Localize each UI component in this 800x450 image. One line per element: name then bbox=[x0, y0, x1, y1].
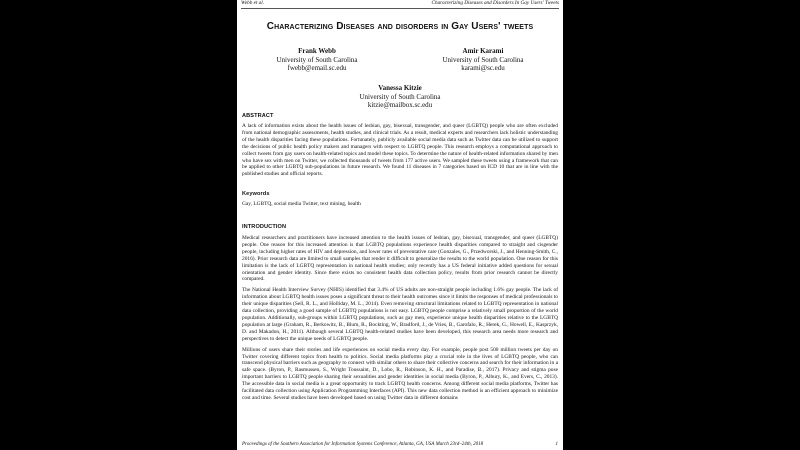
author-email: fwebb@email.sc.edu bbox=[287, 64, 347, 72]
author-name: Amir Karami bbox=[462, 47, 504, 55]
introduction-text bbox=[242, 235, 558, 434]
keywords-text bbox=[242, 201, 558, 208]
paper-page bbox=[237, 0, 563, 450]
author-affiliation: University of South Carolina bbox=[442, 55, 524, 64]
footer-citation: Proceedings of the Southern Association for Information Systems Conference, Atlanta, GA, USA March 23rd–24th, 2018 bbox=[242, 442, 484, 447]
author-block bbox=[337, 84, 463, 110]
keywords-paragraph: Gay, LGBTQ, social media Twitter, text mining, health bbox=[242, 201, 361, 207]
author-block bbox=[257, 47, 377, 73]
author-email: karami@sc.edu bbox=[461, 64, 505, 72]
author-name: Vanessa Kitzie bbox=[378, 84, 422, 92]
abstract-text bbox=[242, 123, 558, 178]
author-email: kitzie@mailbox.sc.edu bbox=[367, 101, 433, 109]
author-affiliation: University of South Carolina bbox=[359, 92, 441, 101]
page-number: 1 bbox=[555, 442, 558, 447]
paper-title: Characterizing Diseases and disorders in Gay Users' tweets bbox=[266, 21, 534, 32]
intro-paragraph-3: Millions of users share their stories and life experiences on social media every day. For example, people post 500 million tweets per day on Twitter covering different topics from health to politics. Social media platforms play a crucial role in the lives of LGBTQ people, who can transcend physical barriers such as geography to connect with similar others to share their collective concerns and search for their information in a safe space. (Byron, P., Rasmussen, S., Wright Toussaint, D., Lobo, R., Robinson, K. H., and Paradise, B., 2017). Privacy and stigma pose important barriers to LGBTQ people sharing their sexualities and gender identities in social media (Byron, P., Albury, K., and Evers, C., 2013). The accessible data in social media is a great opportunity to track LGBTQ health concerns. Among different social media platforms, Twitter has facilitated data collection using Application Programming Interfaces (API). This new data collection method is an efficient approach to minimize cost and time. Several studies have been developed based on using Twitter data in different domains bbox=[242, 346, 558, 401]
author-name: Frank Webb bbox=[298, 47, 336, 55]
author-block bbox=[423, 47, 543, 73]
keywords-heading: Keywords bbox=[242, 191, 270, 197]
intro-paragraph-2: The National Health Interview Survey (NHIS) identified that 3.4% of US adults are non-straight people including 1.6% gay people. The lack of information about LGBTQ health issues poses a significant threat to their health outcomes since it limits the responses of medical professionals to their unique disparities (Sell, R. L., and Holliday, M. L., 2014). Even removing structural limitations related to LGBTQ representation in national data collection, providing a good sample of LGBTQ populations is not easy. LGBTQ people comprise a relatively small proportion of the world population. Additionally, sub-groups within LGBTQ populations, such as gay men, experience unique health disparities relative to the LGBTQ population at large (Graham, R., Berkowitz, B., Blum, R., Bockting, W., Bradford, J., de Vries, B., Garofalo, R., Herek, G., Howell, E., Kasprzyk, D. and Makadon, H., 2011). Although several LGBTQ health-related studies have been developed, this research area needs more research and perspectives to detect the unique needs of LGBTQ people. bbox=[242, 287, 558, 342]
running-head-right: Characterizing Diseases and Disorders In Gay Users' Tweets bbox=[431, 0, 559, 6]
page-footer bbox=[242, 442, 558, 448]
intro-paragraph-1: Medical researchers and practitioners have increased attention to the health issues of lesbian, gay, bisexual, transgender, and queer (LGBTQ) people. One reason for this increased attention is that LGBTQ populations experience health disparities compared to straight and cisgender people, including higher rates of HIV and depression, and lower rates of preventative care (Gonzales, G., Przedworski, J., and Henning-Smith, C., 2016). Prior research data are limited to small samples that render it difficult to generalize the results to the world population. One reason for this limitation is the lack of LGBTQ representation in national health studies; only recently has a US federal initiative added questions for sexual orientation and gender identity. Since there exists no consistent health data collection policy, results from prior research cannot be directly compared. bbox=[242, 235, 558, 283]
running-head-left: Webb et al. bbox=[241, 0, 265, 6]
running-head bbox=[241, 0, 559, 9]
abstract-paragraph: A lack of information exists about the health issues of lesbian, gay, bisexual, transgender, and queer (LGBTQ) people who are often excluded from national demographic assessments, health studies, and clinical trials. As a result, medical experts and researchers lack holistic understanding of the health disparities facing these populations. Fortunately, publicly available social media data such as Twitter data can be utilized to support the decisions of public health policy makers and managers with respect to LGBTQ people. This research employs a computational approach to collect tweets from gay users on health-related topics and model these topics. To determine the nature of health-related information shared by men who have sex with men on Twitter, we collected thousands of tweets from 177 active users. We sampled these tweets using a framework that can be applied to other LGBTQ sub-populations in future research. We found 11 diseases in 7 categories based on ICD 10 that are in line with the published studies and official reports. bbox=[242, 123, 558, 178]
abstract-heading: ABSTRACT bbox=[242, 113, 274, 119]
author-affiliation: University of South Carolina bbox=[276, 55, 358, 64]
introduction-heading: INTRODUCTION bbox=[242, 224, 287, 230]
